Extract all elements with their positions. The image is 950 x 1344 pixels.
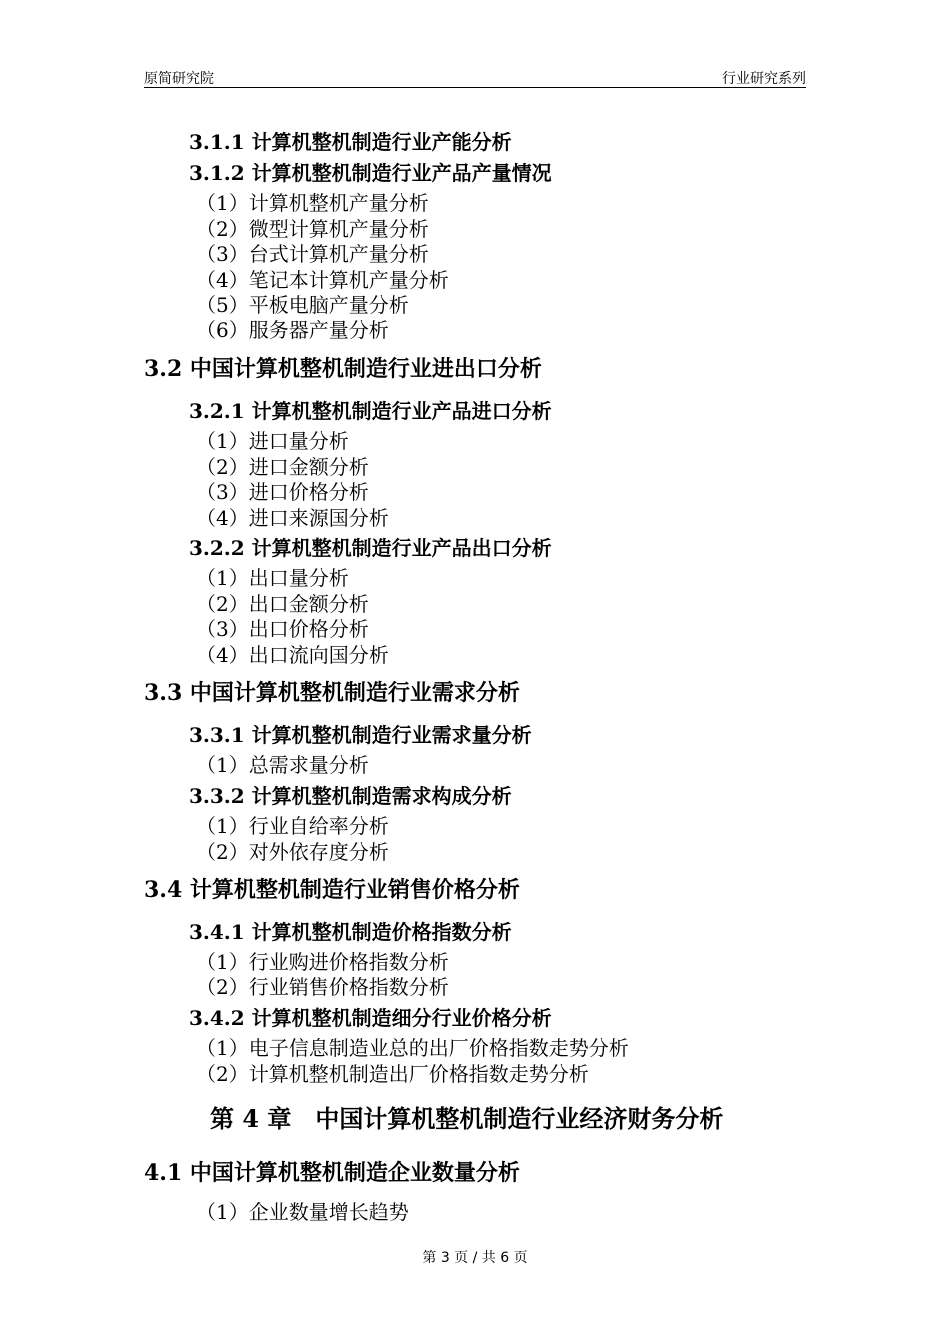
toc-subsection: 3.1.1 计算机整机制造行业产能分析: [189, 130, 512, 154]
toc-item: （4）进口来源国分析: [196, 506, 389, 530]
toc-item: （2）行业销售价格指数分析: [196, 975, 449, 999]
chapter-heading: 第 4 章 中国计算机整机制造行业经济财务分析: [210, 1104, 724, 1133]
toc-item: （2）进口金额分析: [196, 455, 369, 479]
toc-subsection: 3.2.1 计算机整机制造行业产品进口分析: [189, 399, 552, 423]
toc-item: （2）计算机整机制造出厂价格指数走势分析: [196, 1062, 589, 1086]
toc-item: （2）微型计算机产量分析: [196, 217, 429, 241]
toc-item: （4）笔记本计算机产量分析: [196, 268, 449, 292]
toc-item: （1）行业自给率分析: [196, 814, 389, 838]
toc-subsection: 3.1.2 计算机整机制造行业产品产量情况: [189, 161, 552, 185]
toc-item: （5）平板电脑产量分析: [196, 293, 409, 317]
toc-item: （3）进口价格分析: [196, 480, 369, 504]
toc-subsection: 3.4.2 计算机整机制造细分行业价格分析: [189, 1006, 552, 1030]
toc-section: 3.3 中国计算机整机制造行业需求分析: [144, 680, 520, 706]
toc-item: （1）出口量分析: [196, 566, 349, 590]
toc-subsection: 3.3.2 计算机整机制造需求构成分析: [189, 784, 512, 808]
toc-section: 4.1 中国计算机整机制造企业数量分析: [144, 1160, 520, 1186]
header-rule: [144, 87, 806, 88]
toc-item: （3）台式计算机产量分析: [196, 242, 429, 266]
toc-item: （1）行业购进价格指数分析: [196, 950, 449, 974]
toc-item: （1）计算机整机产量分析: [196, 191, 429, 215]
toc-subsection: 3.3.1 计算机整机制造行业需求量分析: [189, 723, 532, 747]
page-number: 第 3 页 / 共 6 页: [422, 1250, 528, 1266]
header-org: 原简研究院: [144, 71, 214, 87]
toc-item: （2）出口金额分析: [196, 592, 369, 616]
toc-item: （4）出口流向国分析: [196, 643, 389, 667]
toc-item: （3）出口价格分析: [196, 617, 369, 641]
toc-item: （1）进口量分析: [196, 429, 349, 453]
toc-item: （1）企业数量增长趋势: [196, 1200, 409, 1224]
toc-subsection: 3.2.2 计算机整机制造行业产品出口分析: [189, 536, 552, 560]
header-series: 行业研究系列: [722, 71, 806, 87]
toc-item: （1）电子信息制造业总的出厂价格指数走势分析: [196, 1036, 629, 1060]
toc-item: （6）服务器产量分析: [196, 318, 389, 342]
toc-section: 3.2 中国计算机整机制造行业进出口分析: [144, 356, 542, 382]
toc-item: （1）总需求量分析: [196, 753, 369, 777]
toc-subsection: 3.4.1 计算机整机制造价格指数分析: [189, 920, 512, 944]
toc-section: 3.4 计算机整机制造行业销售价格分析: [144, 877, 520, 903]
toc-item: （2）对外依存度分析: [196, 840, 389, 864]
